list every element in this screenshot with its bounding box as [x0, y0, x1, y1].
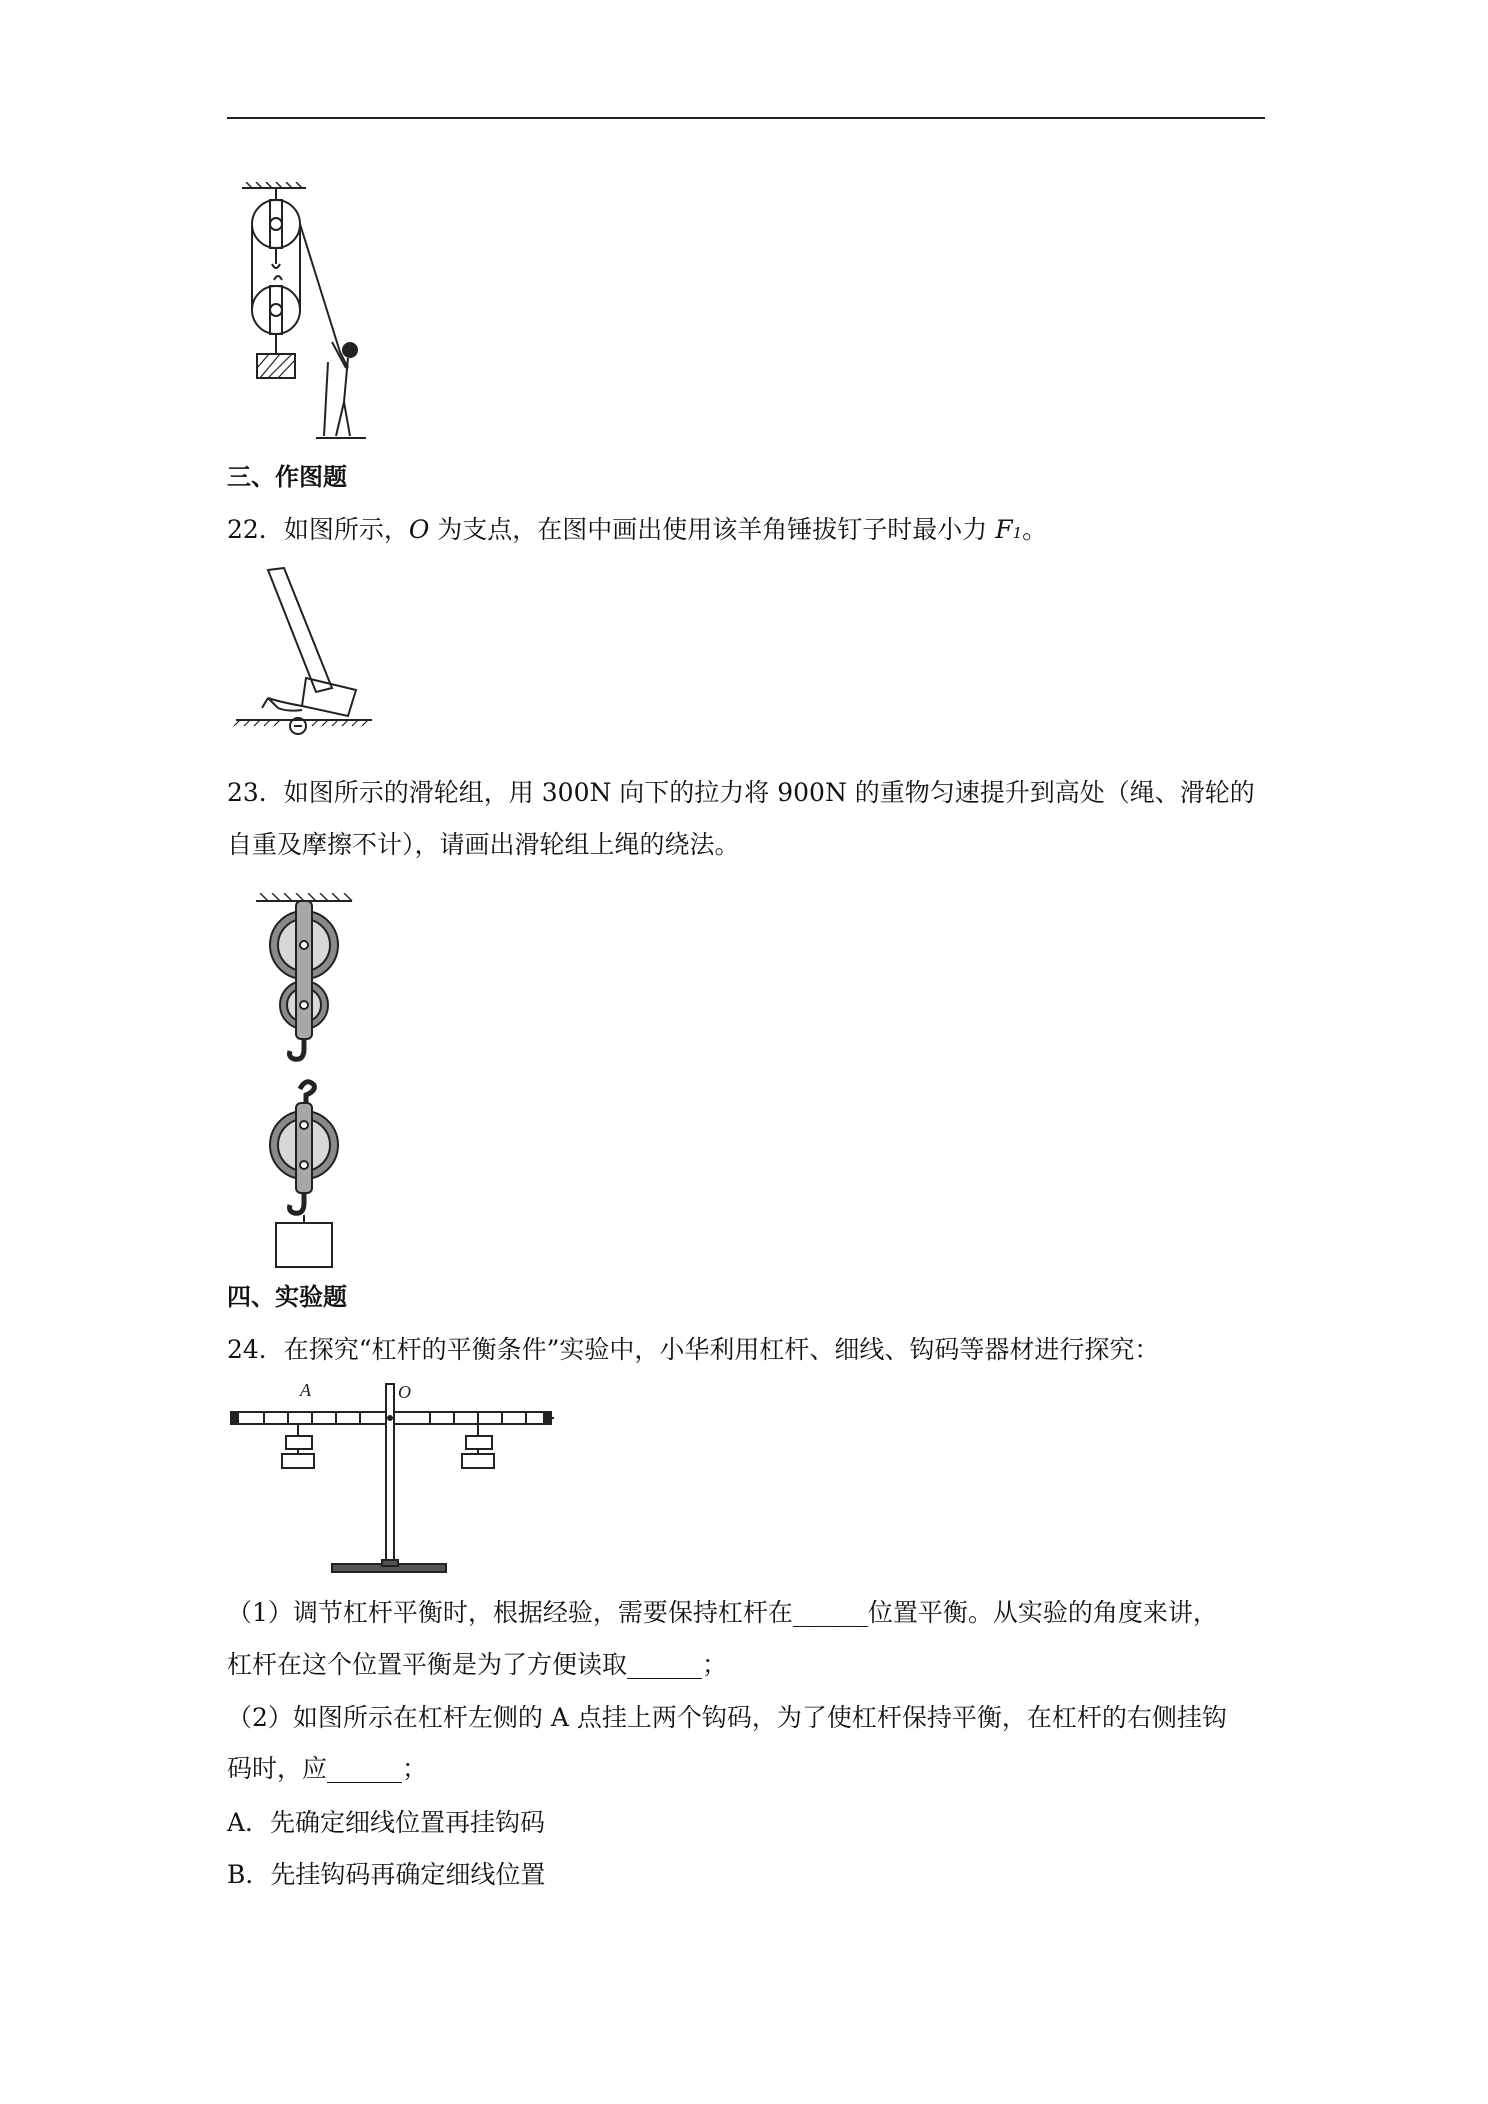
q22-text-after: 为支点，在图中画出使用该羊角锤拔钉子时最小力 — [429, 515, 996, 544]
question-24-part1-line2: 杠杆在这个位置平衡是为了方便读取______； — [227, 1650, 728, 1679]
q22-force-subscript: 1 — [1012, 524, 1023, 542]
question-23-line2: 自重及摩擦不计），请画出滑轮组上绳的绕法。 — [227, 830, 740, 859]
q22-ending: 。 — [1022, 515, 1048, 544]
point-a-label: A — [300, 1380, 311, 1400]
q22-text-before: 如图所示， — [283, 515, 409, 544]
section-heading-experiment: 四、实验题 — [227, 1283, 347, 1311]
q22-number: 22． — [227, 515, 284, 544]
question-24-option-a: A．先确定细线位置再挂钩码 — [227, 1808, 546, 1837]
pulley-block-figure — [254, 893, 364, 1273]
question-23-line1: 23．如图所示的滑轮组，用 300N 向下的拉力将 900N 的重物匀速提升到高处（绳、滑轮的 — [227, 778, 1255, 807]
question-24-option-b: B．先挂钩码再确定细线位置 — [227, 1860, 546, 1889]
lever-balance-figure — [226, 1374, 556, 1580]
question-24-part2-line2: 码时，应______； — [227, 1754, 428, 1783]
section-heading-drawing: 三、作图题 — [227, 463, 347, 491]
question-22 — [227, 515, 1047, 548]
question-24-part2-line1: （2）如图所示在杠杆左侧的 A 点挂上两个钩码，为了使杠杆保持平衡，在杠杆的右侧挂钩 — [227, 1703, 1227, 1732]
claw-hammer-figure — [232, 566, 382, 752]
q22-pivot-symbol: O — [408, 515, 430, 544]
header-rule — [227, 117, 1265, 119]
question-24-intro: 24．在探究“杠杆的平衡条件”实验中，小华利用杠杆、细线、钩码等器材进行探究： — [227, 1335, 1160, 1364]
question-24-part1-line1: （1）调节杠杆平衡时，根据经验，需要保持杠杆在______位置平衡。从实验的角度来讲， — [227, 1598, 1218, 1627]
q22-force-symbol: F — [995, 515, 1013, 544]
pulley-person-figure — [236, 182, 386, 440]
pivot-o-label: O — [398, 1382, 411, 1402]
